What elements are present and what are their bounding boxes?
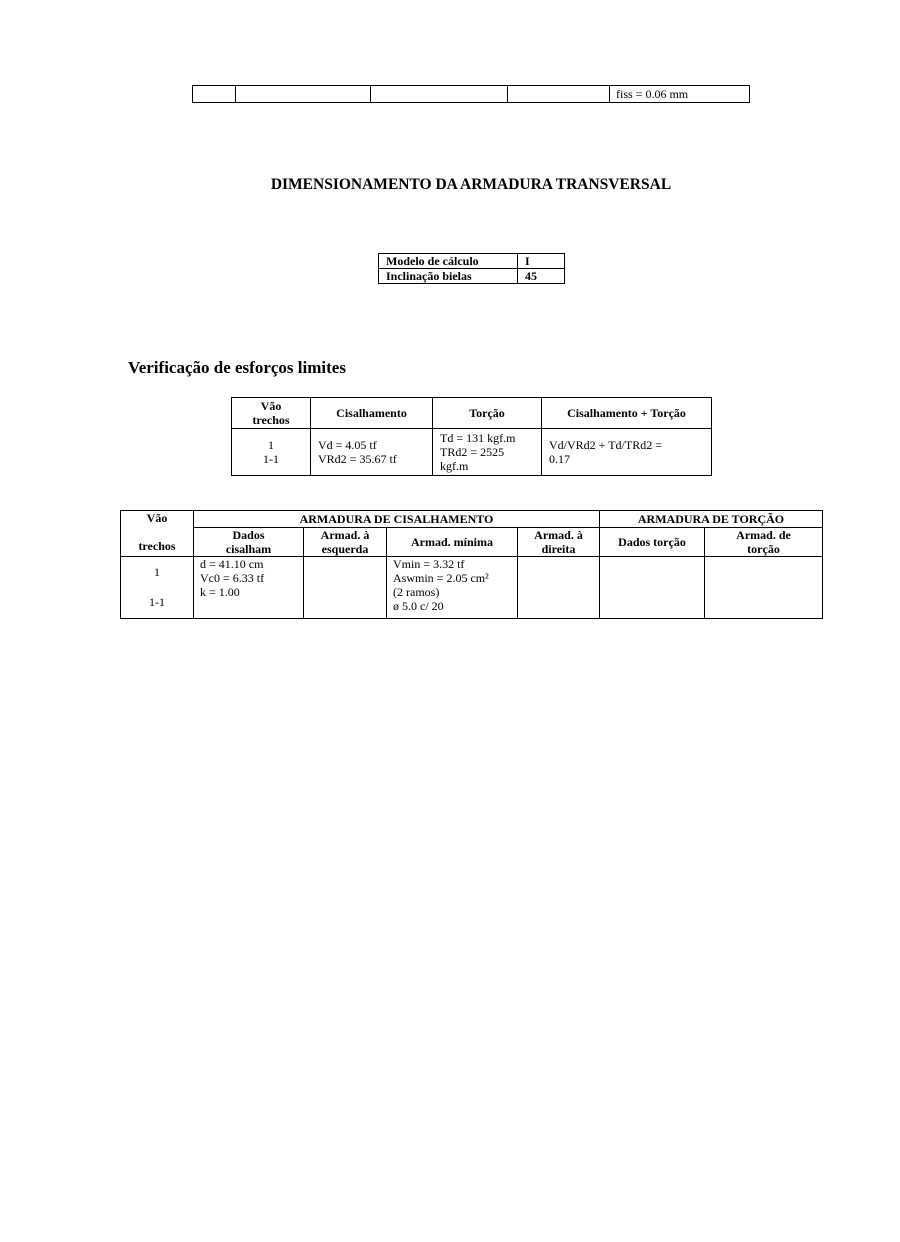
rebar-table (120, 510, 823, 619)
header-armad-esquerda: Armad. à esquerda (304, 528, 387, 557)
limits-table (231, 397, 712, 476)
empty-cell (193, 86, 236, 103)
table-row (379, 269, 565, 284)
model-table (378, 253, 565, 284)
header-armad-direita: Armad. à direita (518, 528, 600, 557)
armad-esquerda-cell (304, 557, 387, 619)
dados-cisalham-cell: d = 41.10 cm Vc0 = 6.33 tf k = 1.00 (194, 557, 304, 619)
header-shear-group: ARMADURA DE CISALHAMENTO (194, 511, 600, 528)
header-shear: Cisalhamento (311, 398, 433, 429)
dados-torcao-cell (600, 557, 705, 619)
header-vao: Vão trechos (121, 511, 194, 557)
header-combined: Cisalhamento + Torção (542, 398, 712, 429)
previous-table-fragment (192, 85, 750, 103)
table-header-row (121, 528, 823, 557)
table-header-row (232, 398, 712, 429)
table-row (232, 429, 712, 476)
torsion-cell: Td = 131 kgf.m TRd2 = 2525 kgf.m (433, 429, 542, 476)
armad-minima-cell: Vmin = 3.32 tf Aswmin = 2.05 cm² (2 ramos) ø 5.0 c/ 20 (387, 557, 518, 619)
header-vao: Vão trechos (232, 398, 311, 429)
inclination-label: Inclinação bielas (379, 269, 518, 284)
table-header-row (121, 511, 823, 528)
empty-cell (236, 86, 371, 103)
header-torsion-group: ARMADURA DE TORÇÃO (600, 511, 823, 528)
model-value: I (518, 254, 565, 269)
vao-cell: 1 1-1 (121, 557, 194, 619)
header-armad-torcao: Armad. de torção (705, 528, 823, 557)
armad-direita-cell (518, 557, 600, 619)
inclination-value: 45 (518, 269, 565, 284)
section-title: Verificação de esforços limites (128, 358, 346, 377)
header-dados-cisalham: Dados cisalham (194, 528, 304, 557)
shear-cell: Vd = 4.05 tf VRd2 = 35.67 tf (311, 429, 433, 476)
combined-cell: Vd/VRd2 + Td/TRd2 = 0.17 (542, 429, 712, 476)
table-row (121, 557, 823, 619)
page-title: DIMENSIONAMENTO DA ARMADURA TRANSVERSAL (270, 176, 672, 193)
fiss-value: fiss = 0.06 mm (610, 86, 750, 103)
header-armad-minima: Armad. mínima (387, 528, 518, 557)
table-row (193, 86, 750, 103)
vao-cell: 1 1-1 (232, 429, 311, 476)
table-row (379, 254, 565, 269)
empty-cell (371, 86, 508, 103)
header-torsion: Torção (433, 398, 542, 429)
header-dados-torcao: Dados torção (600, 528, 705, 557)
model-label: Modelo de cálculo (379, 254, 518, 269)
empty-cell (508, 86, 610, 103)
armad-torcao-cell (705, 557, 823, 619)
